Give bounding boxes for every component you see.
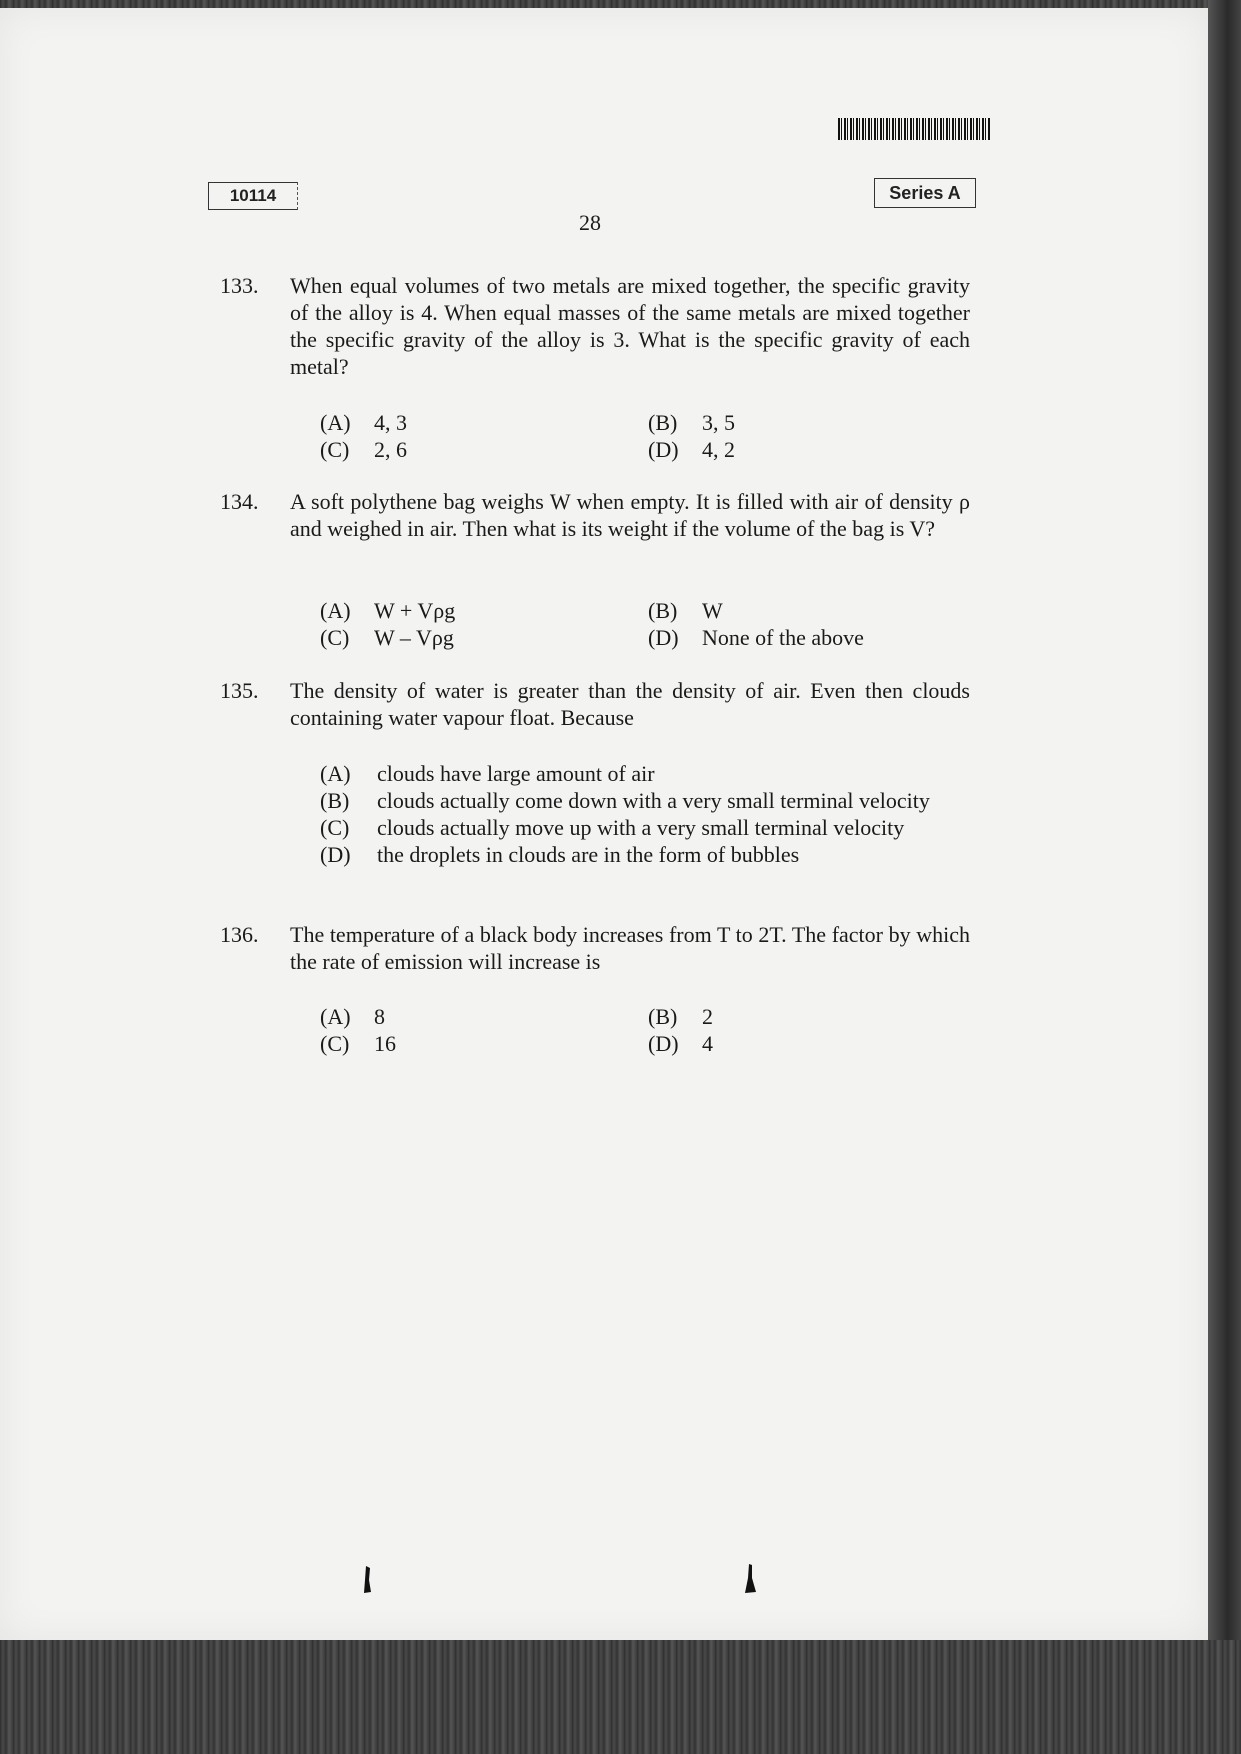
option-d [648, 624, 864, 652]
option-label: (A) [320, 410, 351, 435]
option-text: 16 [374, 1031, 396, 1056]
option-c [320, 436, 407, 464]
option-text: 4, 2 [702, 437, 735, 462]
option-label: (A) [320, 598, 351, 623]
option-label: (D) [648, 1031, 679, 1056]
question-text: The temperature of a black body increases from T to 2T. The factor by which the rate of emission will increase is [290, 922, 970, 974]
option-a [320, 409, 407, 437]
option-row [0, 436, 1208, 464]
option-c [320, 1030, 396, 1058]
option-text: 2, 6 [374, 437, 407, 462]
page-number: 28 [579, 210, 601, 235]
option-text: W – Vρg [374, 625, 454, 650]
option-row [0, 409, 1208, 437]
option-d [648, 1030, 713, 1058]
option-label: (B) [648, 1004, 678, 1029]
option-text: 4 [702, 1031, 713, 1056]
option-text: W [702, 598, 723, 623]
option-b [320, 787, 940, 814]
question-text: The density of water is greater than the density of air. Even then clouds containing water vapour float. Because [290, 678, 970, 730]
scan-edge-shadow [1208, 0, 1241, 1640]
option-text: W + Vρg [374, 598, 456, 623]
option-label: (A) [320, 761, 351, 786]
option-a [320, 1003, 385, 1031]
option-label: (C) [320, 437, 350, 462]
question-number: 136. [220, 922, 259, 947]
option-row [0, 597, 1208, 625]
barcode [838, 118, 990, 140]
binding-mark-right [744, 1564, 754, 1592]
option-row [0, 1003, 1208, 1031]
question-number: 135. [220, 678, 259, 703]
question-text: A soft polythene bag weighs W when empty. It is filled with air of density ρ and weighed in air. Then what is its weight if the volume of the bag is V? [290, 489, 970, 541]
question-text: When equal volumes of two metals are mixed together, the specific gravity of the alloy is 4. When equal masses of the same metals are mixed together the specific gravity of the alloy is 3. What is the specific gravity of each metal? [290, 273, 970, 379]
option-label: (C) [320, 815, 350, 840]
option-label: (D) [320, 842, 351, 867]
option-label: (A) [320, 1004, 351, 1029]
series-box [874, 178, 976, 208]
option-d [648, 436, 735, 464]
option-text: clouds actually move up with a very small terminal velocity [377, 815, 905, 840]
option-label: (C) [320, 625, 350, 650]
option-a [320, 760, 940, 787]
paper-code-box [208, 182, 298, 210]
option-d [320, 841, 940, 868]
question-number: 134. [220, 489, 259, 514]
option-text: clouds actually come down with a very small terminal velocity [377, 788, 930, 813]
option-text: None of the above [702, 625, 864, 650]
option-b [648, 597, 723, 625]
binding-mark-left [362, 1566, 372, 1594]
option-text: 3, 5 [702, 410, 735, 435]
question-number: 133. [220, 273, 259, 298]
option-text: 2 [702, 1004, 713, 1029]
option-label: (D) [648, 625, 679, 650]
option-label: (D) [648, 437, 679, 462]
option-b [648, 1003, 713, 1031]
option-b [648, 409, 735, 437]
option-text: clouds have large amount of air [377, 761, 655, 786]
option-label: (B) [648, 598, 678, 623]
series-label: Series A [889, 182, 961, 203]
option-c [320, 814, 940, 841]
option-list [320, 760, 940, 868]
paper-code: 10114 [229, 186, 277, 205]
option-a [320, 597, 455, 625]
option-label: (C) [320, 1031, 350, 1056]
option-label: (B) [648, 410, 678, 435]
option-c [320, 624, 454, 652]
option-text: 8 [374, 1004, 385, 1029]
option-row [0, 624, 1208, 652]
option-label: (B) [320, 788, 350, 813]
option-text: the droplets in clouds are in the form of bubbles [377, 842, 800, 867]
option-row [0, 1030, 1208, 1058]
option-text: 4, 3 [374, 410, 407, 435]
